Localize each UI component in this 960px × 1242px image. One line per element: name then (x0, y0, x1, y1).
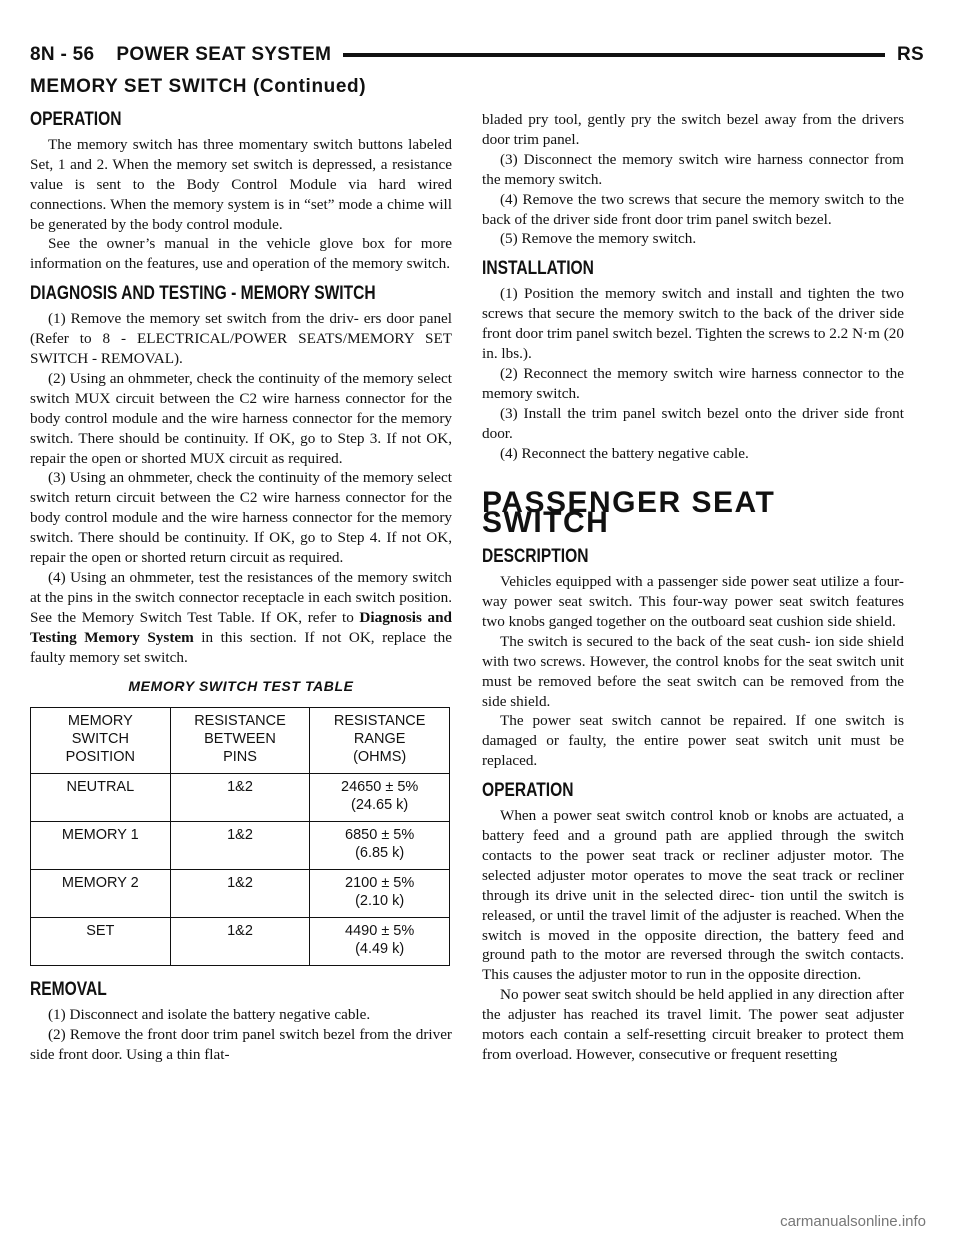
removal-step: (3) Disconnect the memory switch wire harness connector from the memory switch. (482, 150, 904, 188)
table-cell: MEMORY 2 (31, 870, 171, 918)
table-header-cell: MEMORY SWITCH POSITION (31, 708, 171, 774)
removal-step-continued: bladed pry tool, gently pry the switch bezel away from the drivers door trim panel. (482, 111, 904, 148)
operation-paragraph: The memory switch has three momentary switch buttons labeled Set, 1 and 2. When the memory set switch is depressed, a resistance value is sent to the Body Control Module via hard wired connections. When the memory system is in “set” mode a chime will be generated by the body control module. (30, 135, 452, 233)
table-cell: 24650 ± 5% (24.65 k) (310, 774, 450, 822)
passenger-operation-paragraph: No power seat switch should be held applied in any direction after the adjuster has reached its travel limit. The power seat adjuster motors each contain a self-resetting circuit breaker to protect them from overload. However, consecutive or frequent resetting (482, 986, 904, 1063)
removal-step: (4) Remove the two screws that secure the memory switch to the back of the driver side front door trim panel switch bezel. (482, 190, 904, 228)
installation-step: (3) Install the trim panel switch bezel onto the driver side front door. (482, 404, 904, 442)
table-header-cell: RESISTANCE BETWEEN PINS (170, 708, 310, 774)
table-cell: 1&2 (170, 774, 310, 822)
table-cell: 1&2 (170, 918, 310, 966)
diagnosis-heading: DIAGNOSIS AND TESTING - MEMORY SWITCH (30, 283, 376, 305)
table-cell: MEMORY 1 (31, 822, 171, 870)
table-row (31, 774, 450, 822)
passenger-operation-paragraph: When a power seat switch control knob or knobs are actuated, a battery feed and a ground path are applied through the switch contacts to the power seat track or recliner adjuster motor. The selected adjuster motor operates to move the seat track or recliner through its drive unit in the selected direc- tion until the switch is released, or until the travel limit of the adjuster is reached. When the switch is moved in the opposite direction, the battery feed and ground path to the motor are reversed through the switch contacts. This causes the adjuster motor to run in the opposite direction. (482, 807, 904, 984)
table-cell: 6850 ± 5% (6.85 k) (310, 822, 450, 870)
table-header-cell: RESISTANCE RANGE (OHMS) (310, 708, 450, 774)
page-header (30, 44, 924, 66)
passenger-seat-switch-title: PASSENGER SEAT SWITCH (482, 486, 776, 540)
table-cell: 1&2 (170, 822, 310, 870)
operation-paragraph: See the owner’s manual in the vehicle glove box for more information on the features, use and operation of the memory switch. (30, 235, 452, 273)
watermark: carmanualsonline.info (780, 1213, 926, 1230)
removal-step: (2) Remove the front door trim panel switch bezel from the driver side front door. Using a thin flat- (30, 1026, 452, 1064)
header-rule (343, 53, 885, 57)
table-row (31, 918, 450, 966)
table-row (31, 870, 450, 918)
passenger-operation-heading: OPERATION (482, 780, 574, 802)
right-column (482, 110, 904, 1065)
step4-text-end: in this section. If not OK, replace the faulty memory set switch. (30, 628, 452, 666)
section-title: POWER SEAT SYSTEM (116, 44, 332, 65)
left-column (30, 110, 452, 1065)
description-paragraph: Vehicles equipped with a passenger side power seat utilize a four-way power seat switch. This four-way power seat switch features two knobs ganged together on the outboard seat cushion side shield. (482, 573, 904, 630)
table-cell: SET (31, 918, 171, 966)
operation-heading: OPERATION (30, 109, 122, 130)
description-paragraph: The power seat switch cannot be repaired. If one switch is damaged or faulty, the entire power seat switch unit must be replaced. (482, 712, 904, 770)
removal-step: (5) Remove the memory switch. (500, 230, 697, 248)
table-cell: 4490 ± 5% (4.49 k) (310, 918, 450, 966)
diagnosis-step: (3) Using an ohmmeter, check the continuity of the memory select switch return circuit between the C2 wire harness connector for the body control module and the wire harness connector for the memory switch. There should be continuity. If OK, go to Step 4. If not OK, repair the open or shorted return circuit as required. (30, 469, 452, 567)
table-title: MEMORY SWITCH TEST TABLE (128, 678, 354, 695)
step4-reference: Diagnosis and Testing Memory System (30, 608, 452, 646)
memory-switch-test-table (30, 707, 450, 966)
diagnosis-step: (2) Using an ohmmeter, check the continuity of the memory select switch MUX circuit between the C2 wire harness connector for the body control module and the wire harness connector for the memory switch. There should be continuity. If OK, go to Step 3. If not OK, repair the open or shorted MUX circuit as required. (30, 369, 452, 467)
model-code: RS (897, 44, 924, 65)
continued-title: MEMORY SET SWITCH (Continued) (30, 76, 367, 97)
installation-step: (2) Reconnect the memory switch wire harness connector to the memory switch. (482, 364, 904, 402)
description-heading: DESCRIPTION (482, 546, 589, 568)
table-cell: 1&2 (170, 870, 310, 918)
diagnosis-step: (1) Remove the memory set switch from the driv- ers door panel (Refer to 8 - ELECTRICAL/POWER SEATS/MEMORY SET SWITCH - REMOVAL). (30, 310, 452, 367)
diagnosis-step (30, 568, 452, 668)
installation-step: (4) Reconnect the battery negative cable. (500, 444, 749, 462)
description-paragraph: The switch is secured to the back of the seat cush- ion side shield with two screws. However, the control knobs for the seat switch unit must be removed before the seat switch can be removed from the side shield. (482, 632, 904, 710)
table-cell: NEUTRAL (31, 774, 171, 822)
page-number: 8N - 56 (30, 44, 95, 65)
table-row (31, 822, 450, 870)
removal-heading: REMOVAL (30, 979, 107, 1001)
installation-step: (1) Position the memory switch and install and tighten the two screws that secure the memory switch to the back of the driver side front door trim panel switch bezel. Tighten the screws to 2.2 N·m (20 in. lbs.). (482, 285, 904, 362)
table-cell: 2100 ± 5% (2.10 k) (310, 870, 450, 918)
removal-step: (1) Disconnect and isolate the battery negative cable. (48, 1006, 371, 1024)
installation-heading: INSTALLATION (482, 258, 594, 280)
table-header-row (31, 708, 450, 774)
step4-text: (4) Using an ohmmeter, test the resistances of the memory switch at the pins in the switch connector receptacle in each switch position. See the Memory Switch Test Table. If OK, refer to (30, 568, 452, 626)
